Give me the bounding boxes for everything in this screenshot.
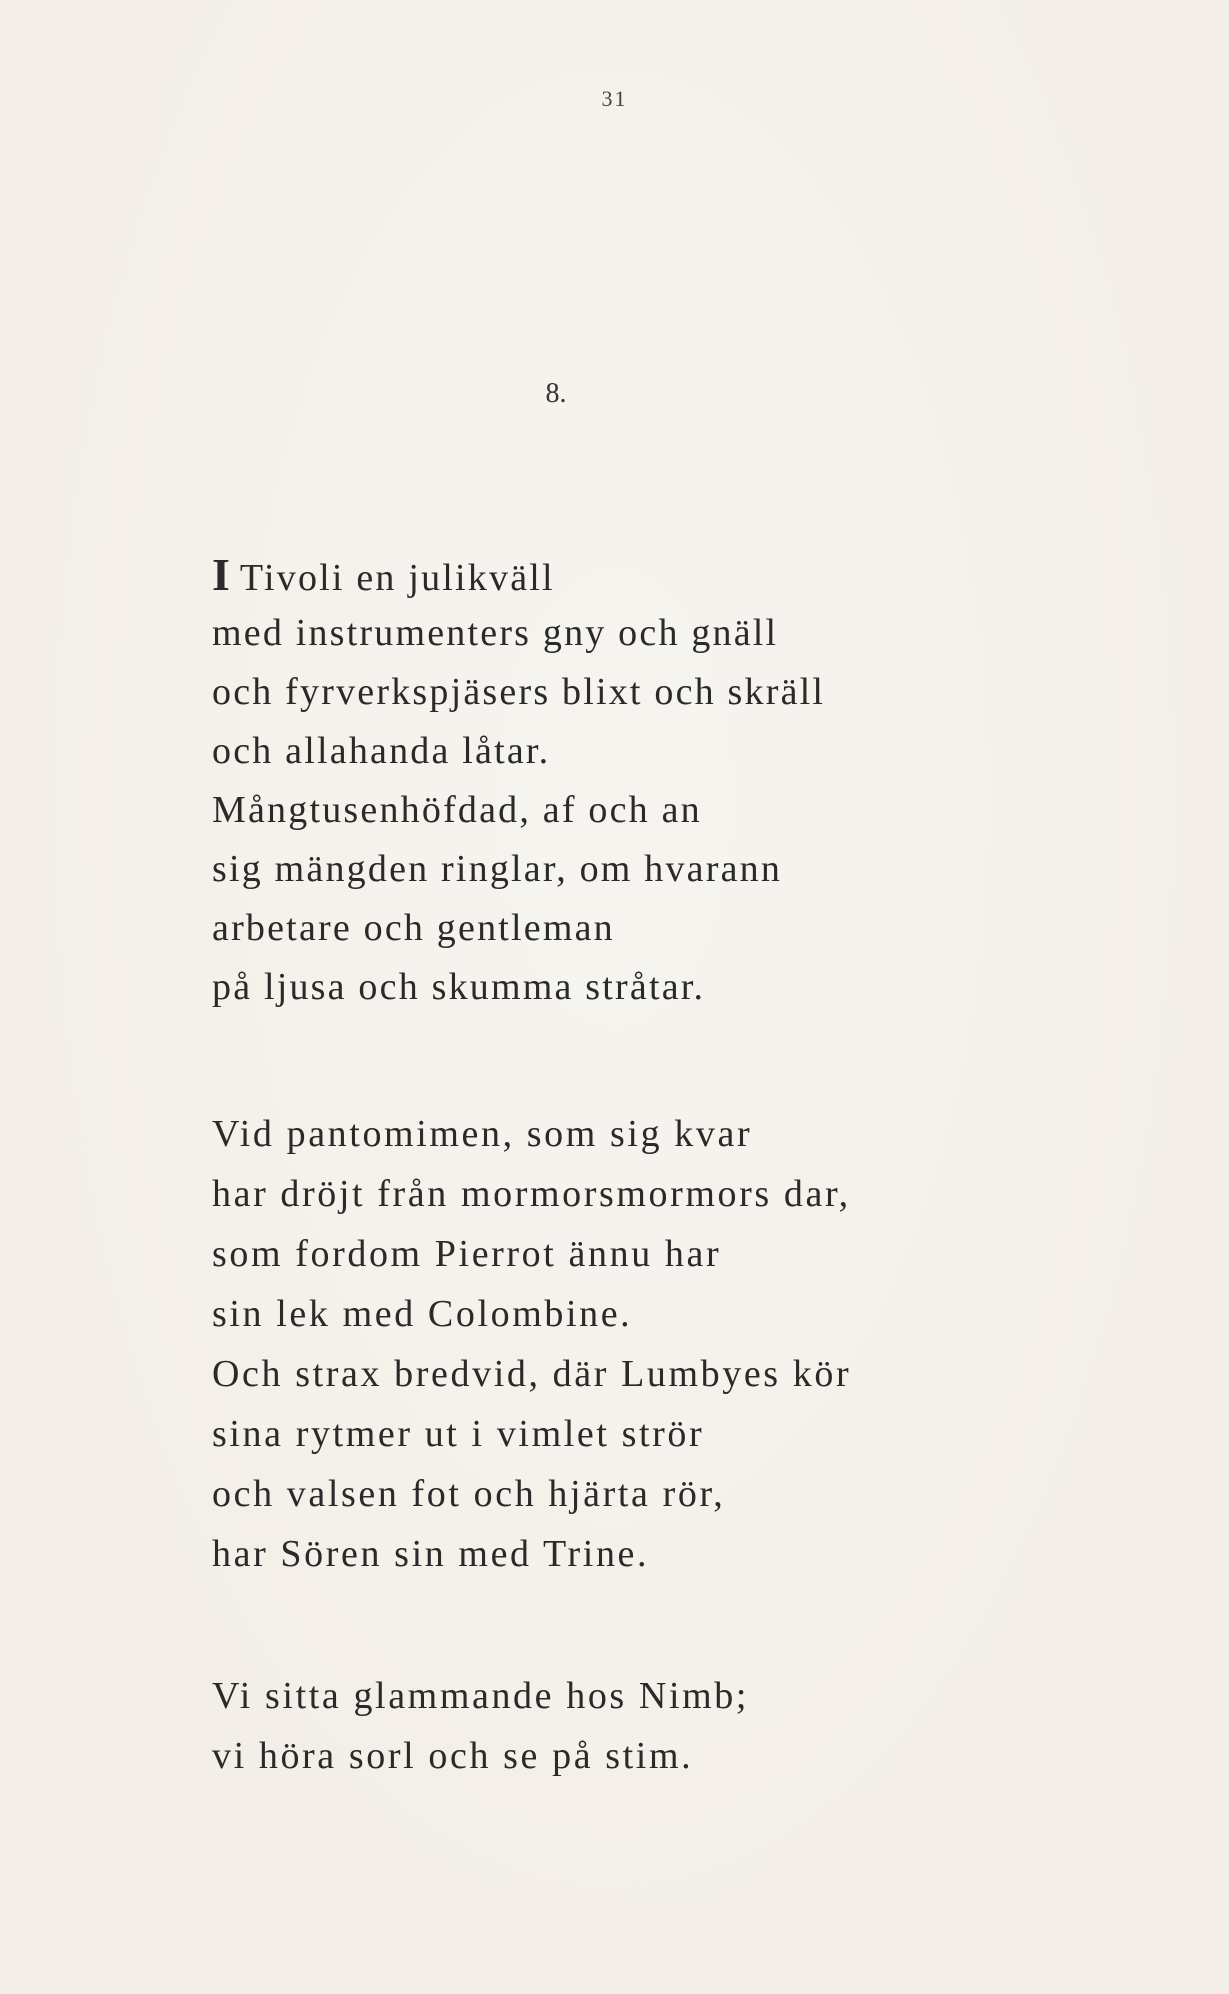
poem-line: med instrumenters gny och gnäll	[212, 612, 779, 654]
poem-line: Och strax bredvid, där Lumbyes kör	[212, 1353, 852, 1395]
poem-line: på ljusa och skumma stråtar.	[212, 966, 706, 1008]
stanza-3	[212, 1666, 1032, 1786]
poem-line: sina rytmer ut i vimlet strör	[212, 1413, 705, 1455]
poem-line: och valsen fot och hjärta rör,	[212, 1473, 726, 1515]
stanza-1	[212, 545, 1032, 1017]
poem-line: arbetare och gentleman	[212, 907, 615, 949]
section-number: 8.	[545, 378, 567, 409]
poem-line: Vid pantomimen, som sig kvar	[212, 1113, 753, 1155]
poem-line: Mångtusenhöfdad, af och an	[212, 789, 702, 831]
poem-line: Vi sitta glammande hos Nimb;	[212, 1675, 750, 1717]
poem-line: sin lek med Colombine.	[212, 1293, 633, 1335]
poem-line: som fordom Pierrot ännu har	[212, 1233, 722, 1275]
poem-line: vi höra sorl och se på stim.	[212, 1735, 694, 1777]
drop-cap: I	[212, 549, 240, 600]
poem-line-text: Tivoli en julikväll	[239, 557, 555, 599]
poem-line: har dröjt från mormorsmormors dar,	[212, 1173, 851, 1215]
page-number: 31	[601, 86, 628, 111]
stanza-2	[212, 1104, 1032, 1584]
poem-line: och allahanda låtar.	[212, 730, 551, 772]
poem-line: sig mängden ringlar, om hvarann	[212, 848, 783, 890]
poem-line: och fyrverkspjäsers blixt och skräll	[212, 671, 826, 713]
poem-line: har Sören sin med Trine.	[212, 1533, 650, 1575]
poem-line	[212, 545, 1032, 604]
